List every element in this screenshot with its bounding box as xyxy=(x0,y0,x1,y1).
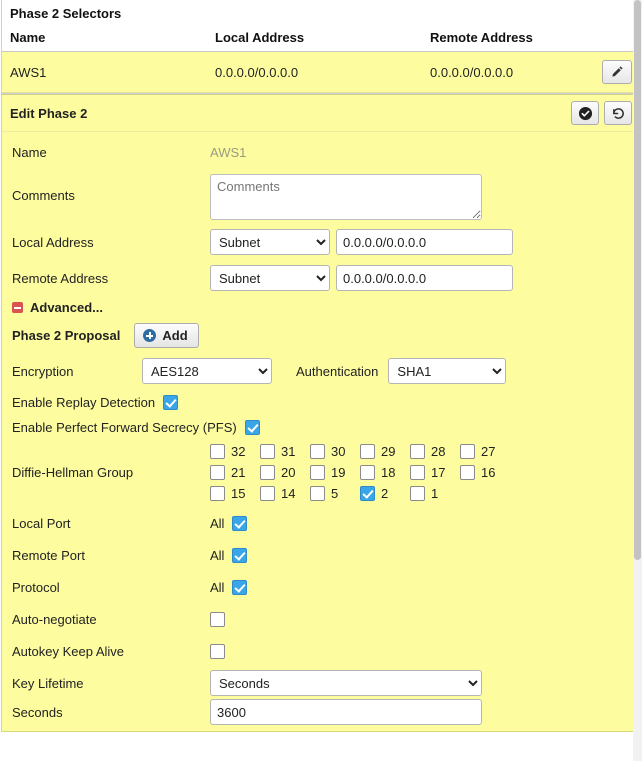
dh-group-label: 2 xyxy=(381,486,389,501)
dh-group-checkbox[interactable] xyxy=(360,465,375,480)
field-row-name xyxy=(2,136,640,168)
vertical-scrollbar[interactable] xyxy=(633,0,642,761)
check-circle-icon xyxy=(578,106,593,121)
add-proposal-label: Add xyxy=(162,328,188,343)
label-local-address: Local Address xyxy=(12,234,94,250)
diffie-hellman-row xyxy=(2,440,640,507)
dh-group-label: 14 xyxy=(281,486,296,501)
label-key-lifetime: Key Lifetime xyxy=(12,675,84,691)
autokey-keep-alive-checkbox[interactable] xyxy=(210,644,225,659)
dh-group-item[interactable] xyxy=(210,465,260,480)
remote-address-type-select[interactable] xyxy=(210,265,330,291)
label-protocol: Protocol xyxy=(12,579,60,595)
dh-group-checkbox[interactable] xyxy=(410,465,425,480)
advanced-label: Advanced... xyxy=(30,300,103,315)
dh-group-label: 29 xyxy=(381,444,396,459)
cell-remote-address: 0.0.0.0/0.0.0.0 xyxy=(422,52,584,93)
dh-group-label: 18 xyxy=(381,465,396,480)
remote-address-controls xyxy=(210,265,513,291)
dh-group-checkbox[interactable] xyxy=(210,465,225,480)
dh-group-item[interactable] xyxy=(460,465,510,480)
dh-group-label: 28 xyxy=(431,444,446,459)
dh-group-checkbox[interactable] xyxy=(210,444,225,459)
edit-phase2-form xyxy=(2,132,640,731)
label-authentication: Authentication xyxy=(296,363,379,379)
dh-group-item[interactable] xyxy=(360,486,410,501)
phase2-selectors-title: Phase 2 Selectors xyxy=(10,6,122,21)
dh-group-label: 1 xyxy=(431,486,439,501)
comments-input[interactable] xyxy=(210,174,482,220)
remote-port-row xyxy=(2,539,640,571)
dh-group-checkbox[interactable] xyxy=(460,465,475,480)
autokey-keep-alive-row xyxy=(2,635,640,667)
dh-group-label: 20 xyxy=(281,465,296,480)
edit-phase2-title: Edit Phase 2 xyxy=(10,105,88,121)
label-auto-negotiate: Auto-negotiate xyxy=(12,611,97,627)
dh-group-item[interactable] xyxy=(260,444,310,459)
field-row-comments xyxy=(2,168,640,220)
protocol-all-checkbox[interactable] xyxy=(232,580,247,595)
dh-group-label: 31 xyxy=(281,444,296,459)
label-remote-port: Remote Port xyxy=(12,547,85,563)
dh-group-checkbox[interactable] xyxy=(260,465,275,480)
edit-row-button[interactable] xyxy=(602,60,632,84)
label-comments: Comments xyxy=(12,188,75,203)
dh-group-item[interactable] xyxy=(260,465,310,480)
dh-group-checkbox[interactable] xyxy=(260,486,275,501)
dh-group-item[interactable] xyxy=(410,486,460,501)
local-address-type-select[interactable] xyxy=(210,229,330,255)
cell-name: AWS1 xyxy=(2,52,207,93)
protocol-all-label: All xyxy=(210,579,225,595)
local-port-all-checkbox[interactable] xyxy=(232,516,247,531)
encryption-select[interactable] xyxy=(142,358,272,384)
local-address-controls xyxy=(210,229,513,255)
table-header-row xyxy=(2,26,640,52)
dh-group-checkbox[interactable] xyxy=(310,444,325,459)
replay-detection-checkbox[interactable] xyxy=(163,395,178,410)
column-header-actions xyxy=(584,26,640,52)
encryption-row xyxy=(2,354,640,390)
authentication-select[interactable] xyxy=(388,358,506,384)
dh-group-label: 16 xyxy=(481,465,496,480)
dh-group-item[interactable] xyxy=(310,444,360,459)
label-pfs: Enable Perfect Forward Secrecy (PFS) xyxy=(12,420,237,435)
auto-negotiate-checkbox[interactable] xyxy=(210,612,225,627)
dh-group-label: 5 xyxy=(331,486,339,501)
dh-group-item[interactable] xyxy=(460,444,510,459)
local-port-row xyxy=(2,507,640,539)
dh-group-item[interactable] xyxy=(210,486,260,501)
dh-group-checkbox[interactable] xyxy=(410,444,425,459)
edit-phase2-panel xyxy=(1,94,641,732)
dh-group-label: 17 xyxy=(431,465,446,480)
auto-negotiate-row xyxy=(2,603,640,635)
dh-group-checkbox[interactable] xyxy=(360,444,375,459)
local-address-input[interactable] xyxy=(336,229,513,255)
label-autokey-keep-alive: Autokey Keep Alive xyxy=(12,643,125,659)
scrollbar-thumb[interactable] xyxy=(634,0,641,560)
remote-port-all-checkbox[interactable] xyxy=(232,548,247,563)
key-lifetime-row xyxy=(2,667,640,699)
apply-button[interactable] xyxy=(571,101,599,125)
pfs-checkbox[interactable] xyxy=(245,420,260,435)
dh-group-checkbox[interactable] xyxy=(360,486,375,501)
add-proposal-button[interactable] xyxy=(134,323,198,348)
advanced-toggle[interactable] xyxy=(2,294,640,319)
phase2-proposal-row xyxy=(2,319,640,354)
dh-group-label: 30 xyxy=(331,444,346,459)
edit-phase2-header xyxy=(2,95,640,132)
label-name: Name xyxy=(12,144,47,160)
pencil-icon xyxy=(610,65,624,79)
pfs-row xyxy=(2,415,640,440)
seconds-input[interactable] xyxy=(210,699,482,725)
column-header-remote-address: Remote Address xyxy=(422,26,584,52)
dh-group-label: 27 xyxy=(481,444,496,459)
undo-icon xyxy=(611,106,626,121)
dh-group-checkbox[interactable] xyxy=(410,486,425,501)
phase2-proposal-title: Phase 2 Proposal xyxy=(12,328,121,343)
dh-group-item[interactable] xyxy=(360,465,410,480)
dh-group-item[interactable] xyxy=(360,444,410,459)
plus-circle-icon xyxy=(143,329,156,342)
dh-group-item[interactable] xyxy=(410,465,460,480)
dh-group-item[interactable] xyxy=(310,486,360,501)
label-replay-detection: Enable Replay Detection xyxy=(12,395,156,410)
seconds-row xyxy=(2,699,640,731)
replay-detection-row xyxy=(2,390,640,415)
label-remote-address: Remote Address xyxy=(12,270,109,286)
label-local-port: Local Port xyxy=(12,515,71,531)
dh-group-item[interactable] xyxy=(410,444,460,459)
value-name: AWS1 xyxy=(210,144,247,160)
label-diffie-hellman-group: Diffie-Hellman Group xyxy=(12,465,134,480)
dh-group-checkbox[interactable] xyxy=(310,465,325,480)
dh-group-label: 32 xyxy=(231,444,246,459)
remote-address-input[interactable] xyxy=(336,265,513,291)
dh-group-label: 15 xyxy=(231,486,246,501)
remote-port-all-label: All xyxy=(210,547,225,563)
label-encryption: Encryption xyxy=(12,363,74,379)
cell-local-address: 0.0.0.0/0.0.0.0 xyxy=(207,52,422,93)
phase2-selectors-panel xyxy=(1,0,641,94)
field-row-remote-address xyxy=(2,262,640,294)
collapse-minus-icon xyxy=(12,302,23,313)
local-port-all-label: All xyxy=(210,515,225,531)
dh-group-checkbox[interactable] xyxy=(260,444,275,459)
phase2-selectors-table xyxy=(2,26,640,93)
column-header-local-address: Local Address xyxy=(207,26,422,52)
cell-actions xyxy=(584,52,640,93)
field-row-local-address xyxy=(2,226,640,258)
dh-group-label: 21 xyxy=(231,465,246,480)
diffie-hellman-group-list xyxy=(210,444,510,501)
dh-group-label: 19 xyxy=(331,465,346,480)
column-header-name: Name xyxy=(2,26,207,52)
dh-group-checkbox[interactable] xyxy=(460,444,475,459)
label-seconds: Seconds xyxy=(12,704,63,720)
revert-button[interactable] xyxy=(604,101,632,125)
dh-group-checkbox[interactable] xyxy=(310,486,325,501)
dh-group-item[interactable] xyxy=(210,444,260,459)
protocol-row xyxy=(2,571,640,603)
dh-group-item[interactable] xyxy=(260,486,310,501)
key-lifetime-select[interactable] xyxy=(210,670,482,696)
dh-group-item[interactable] xyxy=(310,465,360,480)
table-row[interactable] xyxy=(2,52,640,93)
dh-group-checkbox[interactable] xyxy=(210,486,225,501)
